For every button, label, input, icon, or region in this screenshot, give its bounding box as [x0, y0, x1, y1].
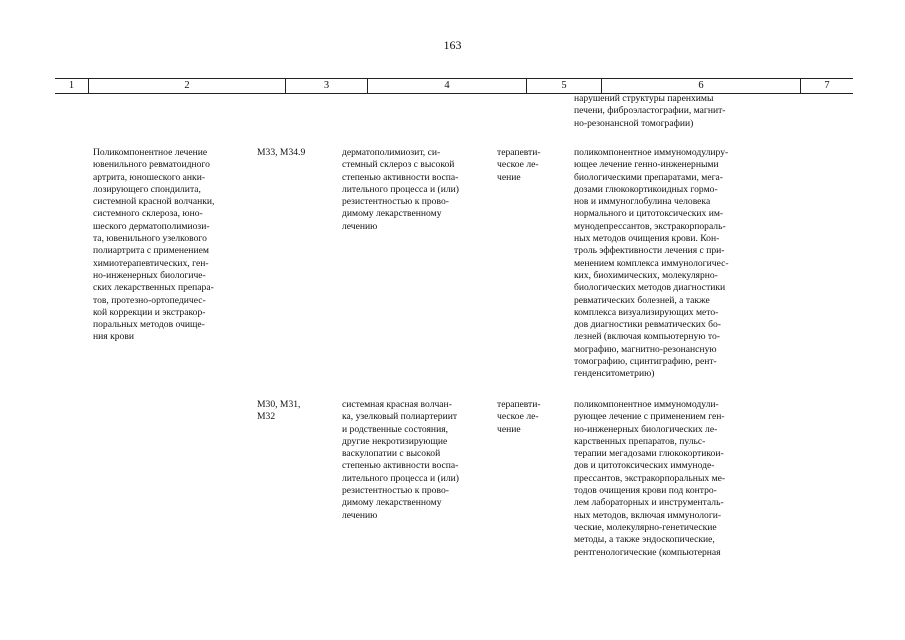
row1-treatment-method: поликомпонентное иммуномодулиру- ющее лечение генно-инженерными биологическими препаратами, мега- дозами глюкокортикоидных гормо- нов и иммуноглобулина человека нормального и цитотоксических им- мунодепрессантов, экстракорпораль- ных методов очищения крови. Кон- троль эффективности лечения с при- менением комплекса иммунологичес- ких, биохимических, молекулярно- биологических методов диагностики ревматических болезней, а также комплекса визуализирующих мето- дов диагностики ревматических бо- лезней (включая компьютерную то- мографию, магнитно-резонансную томографию, сцинтиграфию, рент- генденситометрию)	[574, 147, 729, 380]
header-col-5: 5	[526, 79, 601, 93]
row2-treatment-type: терапевти- ческое ле- чение	[497, 399, 541, 435]
header-col-6: 6	[601, 79, 800, 93]
header-col-7: 7	[800, 79, 853, 93]
table-header-row	[55, 78, 853, 94]
page-number: 163	[443, 38, 462, 52]
row1-treatment-name: Поликомпонентное лечение ювенильного ревматоидного артрита, юношеского анки- лозирующего спондилита, системной красной волчанки, системного склероза, юно- шеского дерматополимиози- та, ювенильного узелкового полиартрита с применением химиотерапевтических, ген- но-инженерных биологиче- ских лекарственных препара- тов, протезно-ортопедичес- кой коррекции и экстракор- поральных методов очище- ния крови	[93, 147, 215, 343]
header-col-4: 4	[367, 79, 526, 93]
row1-treatment-type: терапевти- ческое ле- чение	[497, 147, 541, 183]
row2-icd-codes: M30, M31, M32	[257, 399, 301, 423]
header-col-3: 3	[285, 79, 367, 93]
continuation-text: нарушений структуры паренхимы печени, фиброэластографии, магнит- но-резонансной томографии)	[574, 93, 726, 129]
header-col-1: 1	[68, 80, 75, 91]
row2-patient-model: системная красная волчан- ка, узелковый полиартериит и родственные состояния, другие некротизирующие васкулопатии с высокой степенью активности воспа- лительного процесса и (или) резистентностью к прово- димому лекарственному лечению	[342, 399, 459, 521]
header-col-2: 2	[88, 79, 285, 93]
row1-patient-model: дерматополимиозит, си- стемный склероз с высокой степенью активности воспа- лительного процесса и (или) резистентностью к прово- димому лекарственному лечению	[342, 147, 459, 232]
row2-treatment-method: поликомпонентное иммуномодули- рующее лечение с применением ген- но-инженерных биологических ле- карственных препаратов, пульс- терапии мегадозами глюкокортикои- дов и цитотоксических иммуноде- прессантов, экстракорпоральных ме- тодов очищения крови под контро- лем лабораторных и инструменталь- ных методов, включая иммунологи- ческие, молекулярно-генетические методы, а также эндоскопические, рентгенологические (компьютерная	[574, 399, 726, 558]
row1-icd-codes: M33, M34.9	[257, 147, 306, 158]
